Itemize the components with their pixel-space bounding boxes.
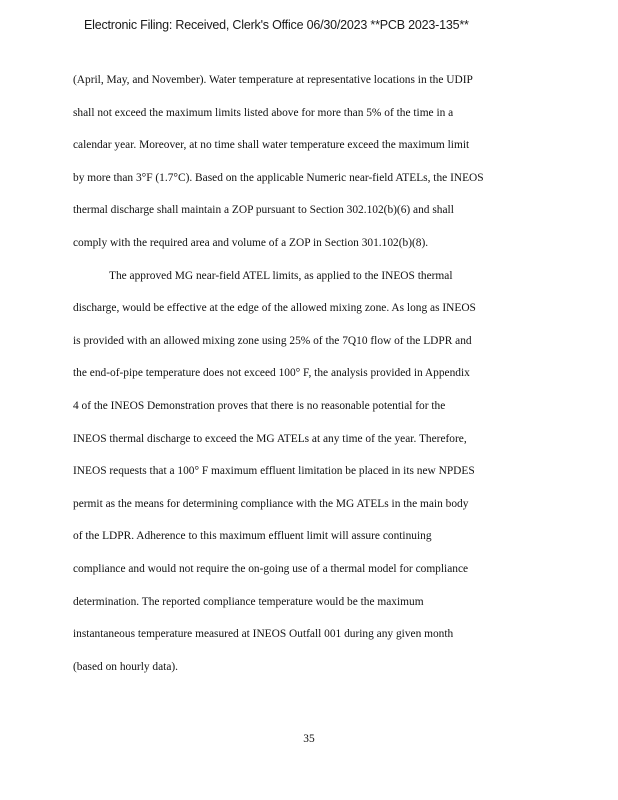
text-line: INEOS requests that a 100° F maximum effluent limitation be placed in its new NPDES (73, 465, 475, 478)
text-line: shall not exceed the maximum limits listed above for more than 5% of the time in a (73, 106, 454, 119)
text-line: permit as the means for determining compliance with the MG ATELs in the main body (73, 497, 469, 510)
text-line: is provided with an allowed mixing zone using 25% of the 7Q10 flow of the LDPR and (73, 334, 472, 347)
text-line: instantaneous temperature measured at INEOS Outfall 001 during any given month (73, 628, 454, 641)
page-number: 35 (303, 733, 315, 745)
text-line: comply with the required area and volume of a ZOP in Section 301.102(b)(8). (73, 236, 429, 249)
text-line: calendar year. Moreover, at no time shall water temperature exceed the maximum limit (73, 139, 470, 152)
text-line: the end-of-pipe temperature does not exceed 100° F, the analysis provided in Appendix (73, 367, 470, 380)
text-line: thermal discharge shall maintain a ZOP pursuant to Section 302.102(b)(6) and shall (73, 204, 454, 217)
text-line: compliance and would not require the on-going use of a thermal model for compliance (73, 562, 469, 575)
text-line: INEOS thermal discharge to exceed the MG ATELs at any time of the year. Therefore, (73, 432, 467, 445)
text-line: by more than 3°F (1.7°C). Based on the applicable Numeric near-field ATELs, the INEOS (73, 171, 484, 184)
text-line: The approved MG near-field ATEL limits, as applied to the INEOS thermal (109, 269, 453, 282)
filing-stamp-header: Electronic Filing: Received, Clerk's Office 06/30/2023 **PCB 2023-135** (84, 18, 469, 32)
document-body (73, 64, 513, 683)
paragraph-1 (73, 64, 513, 260)
text-line: determination. The reported compliance temperature would be the maximum (73, 595, 424, 608)
paragraph-2 (73, 260, 513, 684)
text-line: (April, May, and November). Water temperature at representative locations in the UDIP (73, 74, 473, 86)
text-line: 4 of the INEOS Demonstration proves that there is no reasonable potential for the (73, 399, 446, 412)
text-line: discharge, would be effective at the edge of the allowed mixing zone. As long as INEOS (73, 302, 476, 315)
text-line: of the LDPR. Adherence to this maximum effluent limit will assure continuing (73, 530, 432, 543)
text-line: (based on hourly data). (73, 660, 179, 673)
